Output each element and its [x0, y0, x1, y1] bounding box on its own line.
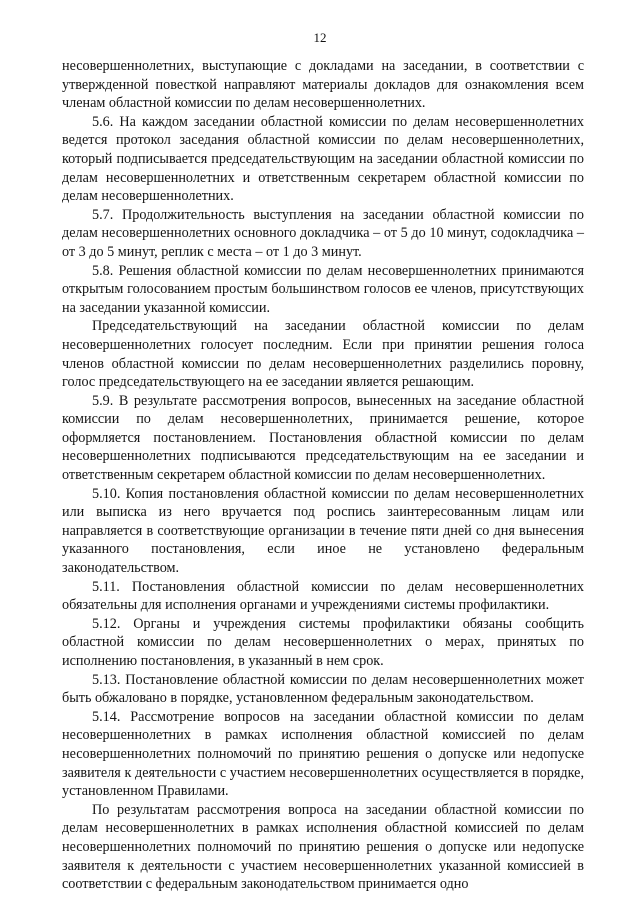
paragraph-chair-vote: Председательствующий на заседании областной комиссии по делам несовершеннолетних голосует последним. Если при принятии решения голоса членов областной комиссии по делам несовершеннолетних разделились поровну, голос председательствующего на ее заседании является решающим. — [62, 318, 584, 391]
paragraph-5-11: 5.11. Постановления областной комиссии по делам несовершеннолетних обязательны для исполнения органами и учреждениями системы профилактики. — [62, 578, 584, 614]
paragraph-5-8: 5.8. Решения областной комиссии по делам несовершеннолетних принимаются открытым голосованием простым большинством голосов ее членов, присутствующих на заседании указанной комиссии. — [62, 262, 584, 316]
paragraph-5-10: 5.10. Копия постановления областной комиссии по делам несовершеннолетних или выписка из него вручается под роспись заинтересованным лицам или направляется в соответствующие организации в течение пяти дней со дня вынесения указанного постановления, если иное не установлено федеральным законодательством. — [62, 485, 584, 577]
paragraph-results: По результатам рассмотрения вопроса на заседании областной комиссии по делам несовершеннолетних в рамках исполнения областной комиссией по делам несовершеннолетних полномочий по принятию решения о допуске или недопуске заявителя к деятельности с участием несовершеннолетних указанной комиссией в соответствии с федеральным законодательством принимается одно — [62, 801, 584, 893]
paragraph-5-12: 5.12. Органы и учреждения системы профилактики обязаны сообщить областной комиссии по делам несовершеннолетних о мерах, принятых по исполнению постановления, в указанный в нем срок. — [62, 615, 584, 669]
paragraph-5-9: 5.9. В результате рассмотрения вопросов, вынесенных на заседание областной комиссии по делам несовершеннолетних, принимается решение, которое оформляется постановлением. Постановления областной комиссии по делам несовершеннолетних подписываются председательствующим на ее заседании и ответственным секретарем областной комиссии по делам несовершеннолетних. — [62, 392, 584, 484]
document-body — [62, 57, 584, 894]
paragraph-5-13: 5.13. Постановление областной комиссии по делам несовершеннолетних может быть обжаловано в порядке, установленном федеральным законодательством. — [62, 671, 584, 707]
paragraph-5-14: 5.14. Рассмотрение вопросов на заседании областной комиссии по делам несовершеннолетних в рамках исполнения областной комиссией по делам несовершеннолетних полномочий по принятию решения о допуске или недопуске заявителя к деятельности с участием несовершеннолетних осуществляется в порядке, установленном Правилами. — [62, 708, 584, 800]
paragraph-continuation: несовершеннолетних, выступающие с докладами на заседании, в соответствии с утвержденной повесткой направляют материалы докладов для ознакомления всем членам областной комиссии по делам несовершеннолетних. — [62, 58, 584, 112]
paragraph-5-7: 5.7. Продолжительность выступления на заседании областной комиссии по делам несовершеннолетних основного докладчика – от 5 до 10 минут, содокладчика – от 3 до 5 минут, реплик с места – от 1 до 3 минут. — [62, 206, 584, 260]
page-number: 12 — [313, 30, 327, 45]
paragraph-5-6: 5.6. На каждом заседании областной комиссии по делам несовершеннолетних ведется протокол заседания областной комиссии по делам несовершеннолетних, который подписывается председательствующим на заседании областной комиссии по делам несовершеннолетних и ответственным секретарем областной комиссии по делам несовершеннолетних. — [62, 113, 584, 205]
